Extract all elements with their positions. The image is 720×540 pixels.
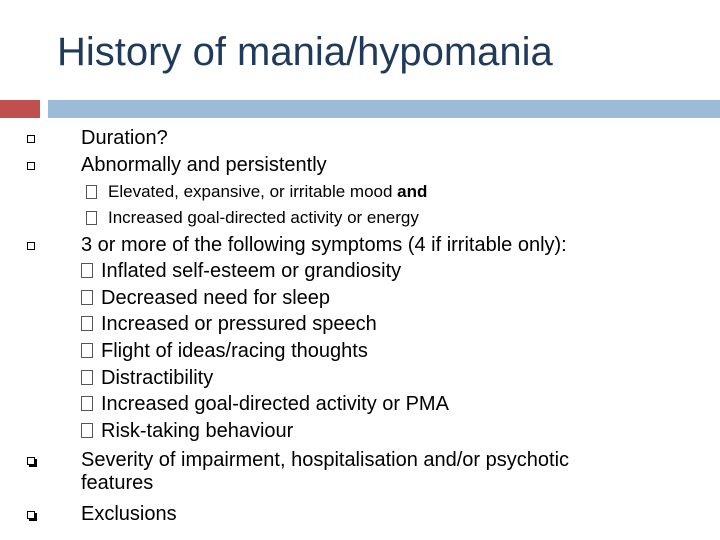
symptom-item [81,367,213,390]
symptom-item [81,260,401,283]
missing-glyph-bullet-icon [81,370,93,385]
symptom-text: Risk-taking behaviour [101,420,294,442]
symptom-text: Inflated self-esteem or grandiosity [101,260,402,282]
shadow-square-bullet-icon [27,457,35,465]
title-rule-accent-red [0,100,40,118]
symptom-item [81,420,293,443]
hollow-square-bullet-icon [27,162,35,170]
sub-bullet-goal-directed: Increased goal-directed activity or energy [108,208,419,227]
missing-glyph-bullet-icon [81,396,93,411]
symptom-text: Increased goal-directed activity or PMA [101,393,449,415]
missing-glyph-bullet-icon [86,185,97,199]
symptom-text: Decreased need for sleep [101,287,331,309]
symptom-text: Distractibility [101,367,214,389]
shadow-square-bullet-icon [27,511,35,519]
symptom-item [81,287,330,310]
missing-glyph-bullet-icon [81,263,93,278]
missing-glyph-bullet-icon [81,316,93,331]
missing-glyph-bullet-icon [86,211,97,225]
symptom-item [81,393,449,416]
bullet-abnormally: Abnormally and persistently [81,154,327,176]
missing-glyph-bullet-icon [81,290,93,305]
title-rule-accent-blue [48,100,720,118]
hollow-square-bullet-icon [27,135,35,143]
slide-title: History of mania/hypomania [57,30,553,74]
bullet-exclusions: Exclusions [81,503,177,525]
bullet-severity-line-1: Severity of impairment, hospitalisation and/or psychotic [81,449,570,471]
missing-glyph-bullet-icon [81,423,93,438]
hollow-square-bullet-icon [27,242,35,250]
symptom-text: Flight of ideas/racing thoughts [101,340,368,362]
symptom-item [81,313,377,336]
missing-glyph-bullet-icon [81,343,93,358]
bullet-three-or-more: 3 or more of the following symptoms (4 if irritable only): [81,234,567,256]
bullet-duration: Duration? [81,127,168,149]
symptom-text: Increased or pressured speech [101,313,377,335]
symptom-item [81,340,368,363]
bullet-severity-line-2: features [81,472,154,494]
sub-bullet-mood: Elevated, expansive, or irritable mood and [108,182,428,201]
